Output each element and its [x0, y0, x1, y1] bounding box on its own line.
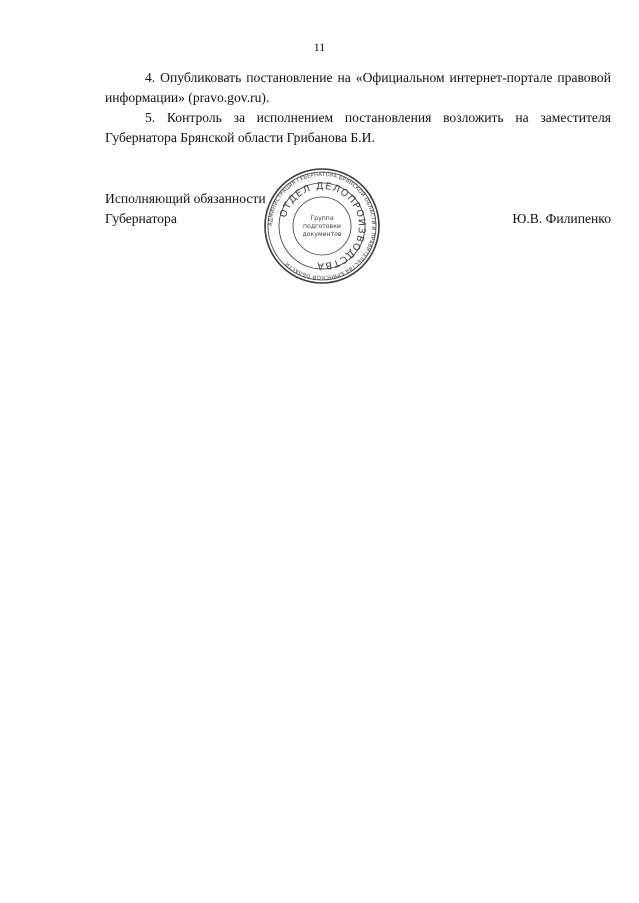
paragraph-publish: 4. Опубликовать постановление на «Официальном интернет-портале правовой информации» (pravo.gov.ru).: [105, 70, 611, 105]
stamp-center-line-2: подготовки: [303, 223, 341, 230]
signatory-name: Ю.В. Филипенко: [512, 211, 611, 226]
signature-title-line-1: Исполняющий обязанности: [105, 191, 266, 206]
stamp-inner-text: ОТДЕЛ ДЕЛОПРОИЗВОДСТВА: [278, 180, 368, 272]
stamp-outer-text: АДМИНИСТРАЦИЯ ГУБЕРНАТОРА БРЯНСКОЙ ОБЛАСТИ И ПРАВИТЕЛЬСТВА БРЯНСКОЙ ОБЛАСТИ: [267, 171, 377, 281]
stamp-seal-graphic: [262, 166, 382, 286]
signature-title: [105, 189, 266, 229]
paragraph-control: 5. Контроль за исполнением постановления возложить на заместителя Губернатора Брянской области Грибанова Б.И.: [105, 110, 611, 145]
stamp-center-line-3: документов: [302, 231, 342, 238]
stamp-center-line-1: Группа: [310, 215, 334, 222]
signature-title-line-2: Губернатора: [105, 211, 177, 226]
page-number: 11: [313, 40, 326, 54]
office-stamp: [262, 166, 382, 286]
